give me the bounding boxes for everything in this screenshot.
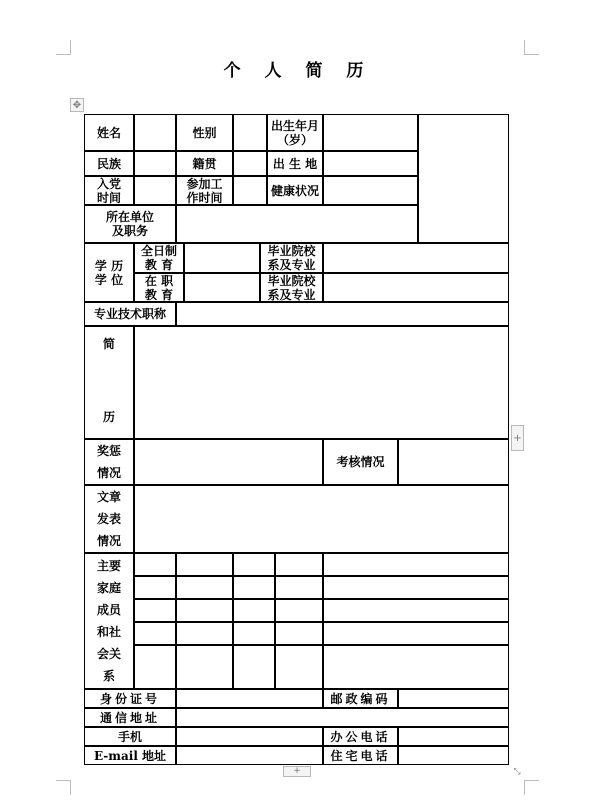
label-gender: 性别 bbox=[176, 114, 233, 151]
label-fulltime-education: 全日制 教 育 bbox=[134, 243, 184, 273]
fulltime-school-value-cell[interactable] bbox=[323, 243, 509, 273]
ethnicity-value-cell[interactable] bbox=[134, 151, 176, 176]
work-start-value-cell[interactable] bbox=[233, 176, 267, 205]
inservice-school-value-cell[interactable] bbox=[323, 273, 509, 302]
family-cell[interactable] bbox=[134, 645, 176, 689]
label-unit-position: 所在单位 及职务 bbox=[84, 205, 176, 243]
label-resume bbox=[84, 326, 134, 439]
address-value-cell[interactable] bbox=[176, 708, 509, 727]
label-home-phone: 住宅电话 bbox=[323, 746, 398, 765]
inservice-education-value-cell[interactable] bbox=[184, 273, 260, 302]
plus-icon: + bbox=[513, 432, 522, 444]
family-cell[interactable] bbox=[323, 645, 509, 689]
name-value-cell[interactable] bbox=[134, 114, 176, 151]
family-cell[interactable] bbox=[275, 576, 323, 599]
label-native-place: 籍贯 bbox=[176, 151, 233, 176]
label-assessment: 考核情况 bbox=[323, 439, 398, 485]
fulltime-education-value-cell[interactable] bbox=[184, 243, 260, 273]
mobile-value-cell[interactable] bbox=[176, 727, 323, 746]
family-cell[interactable] bbox=[233, 645, 275, 689]
margin-corner-mark bbox=[524, 780, 539, 795]
family-cell[interactable] bbox=[176, 599, 233, 622]
party-join-value-cell[interactable] bbox=[134, 176, 176, 205]
move-icon: ✥ bbox=[72, 99, 82, 111]
resume-value-cell[interactable] bbox=[134, 326, 509, 439]
add-column-button[interactable] bbox=[511, 425, 524, 451]
family-cell[interactable] bbox=[134, 622, 176, 645]
label-ethnicity: 民族 bbox=[84, 151, 134, 176]
label-name: 姓名 bbox=[84, 114, 134, 151]
label-postal-code: 邮政编码 bbox=[323, 689, 398, 708]
label-education-degree: 学 历 学 位 bbox=[84, 243, 134, 302]
family-cell[interactable] bbox=[176, 622, 233, 645]
email-value-cell[interactable] bbox=[176, 746, 323, 765]
plus-icon: + bbox=[293, 766, 301, 776]
family-cell[interactable] bbox=[233, 622, 275, 645]
resize-icon: ⤡ bbox=[513, 767, 521, 777]
family-cell[interactable] bbox=[176, 553, 233, 576]
label-health: 健康状况 bbox=[267, 176, 323, 205]
birth-value-cell[interactable] bbox=[323, 114, 418, 151]
health-value-cell[interactable] bbox=[323, 176, 418, 205]
unit-position-value-cell[interactable] bbox=[176, 205, 418, 243]
label-grad-school-major: 毕业院校 系及专业 bbox=[260, 273, 323, 302]
label-birth: 出生年月 （岁） bbox=[267, 114, 323, 151]
label-mobile: 手机 bbox=[84, 727, 176, 746]
family-cell[interactable] bbox=[176, 645, 233, 689]
label-resume-top: 简 bbox=[102, 337, 115, 351]
family-cell[interactable] bbox=[323, 599, 509, 622]
family-cell[interactable] bbox=[275, 622, 323, 645]
rewards-value-cell[interactable] bbox=[134, 439, 323, 485]
label-rewards: 奖惩 情况 bbox=[84, 439, 134, 485]
family-cell[interactable] bbox=[134, 576, 176, 599]
postal-code-value-cell[interactable] bbox=[398, 689, 509, 708]
birthplace-value-cell[interactable] bbox=[323, 151, 418, 176]
label-publications: 文章 发表 情况 bbox=[84, 485, 134, 553]
label-address: 通信地址 bbox=[84, 708, 176, 727]
family-cell[interactable] bbox=[233, 553, 275, 576]
native-place-value-cell[interactable] bbox=[233, 151, 267, 176]
family-cell[interactable] bbox=[233, 576, 275, 599]
family-cell[interactable] bbox=[323, 622, 509, 645]
table-move-handle[interactable] bbox=[70, 98, 84, 112]
label-work-start: 参加工 作时间 bbox=[176, 176, 233, 205]
add-row-button[interactable] bbox=[283, 766, 311, 777]
label-id-number: 身份证号 bbox=[84, 689, 176, 708]
assessment-value-cell[interactable] bbox=[398, 439, 509, 485]
family-cell[interactable] bbox=[275, 553, 323, 576]
label-resume-bottom: 历 bbox=[102, 410, 115, 424]
family-cell[interactable] bbox=[233, 599, 275, 622]
table-resize-handle[interactable] bbox=[510, 765, 524, 779]
family-cell[interactable] bbox=[275, 645, 323, 689]
label-office-phone: 办公电话 bbox=[323, 727, 398, 746]
margin-corner-mark bbox=[56, 780, 71, 795]
label-birthplace: 出 生 地 bbox=[267, 151, 323, 176]
label-email: E-mail 地址 bbox=[84, 746, 176, 765]
professional-title-value-cell[interactable] bbox=[176, 302, 509, 326]
id-number-value-cell[interactable] bbox=[176, 689, 323, 708]
label-professional-title: 专业技术职称 bbox=[84, 302, 176, 326]
margin-corner-mark bbox=[524, 40, 539, 55]
page-title: 个 人 简 历 bbox=[223, 61, 373, 81]
photo-cell[interactable] bbox=[418, 114, 509, 243]
label-inservice-education: 在 职 教 育 bbox=[134, 273, 184, 302]
family-cell[interactable] bbox=[323, 553, 509, 576]
office-phone-value-cell[interactable] bbox=[398, 727, 509, 746]
label-family: 主要 家庭 成员 和社 会关 系 bbox=[84, 553, 134, 689]
label-grad-school-major: 毕业院校 系及专业 bbox=[260, 243, 323, 273]
home-phone-value-cell[interactable] bbox=[398, 746, 509, 765]
family-cell[interactable] bbox=[323, 576, 509, 599]
family-cell[interactable] bbox=[134, 599, 176, 622]
publications-value-cell[interactable] bbox=[134, 485, 509, 553]
margin-corner-mark bbox=[56, 40, 71, 55]
family-cell[interactable] bbox=[176, 576, 233, 599]
gender-value-cell[interactable] bbox=[233, 114, 267, 151]
family-cell[interactable] bbox=[275, 599, 323, 622]
family-cell[interactable] bbox=[134, 553, 176, 576]
label-party-join: 入党 时间 bbox=[84, 176, 134, 205]
